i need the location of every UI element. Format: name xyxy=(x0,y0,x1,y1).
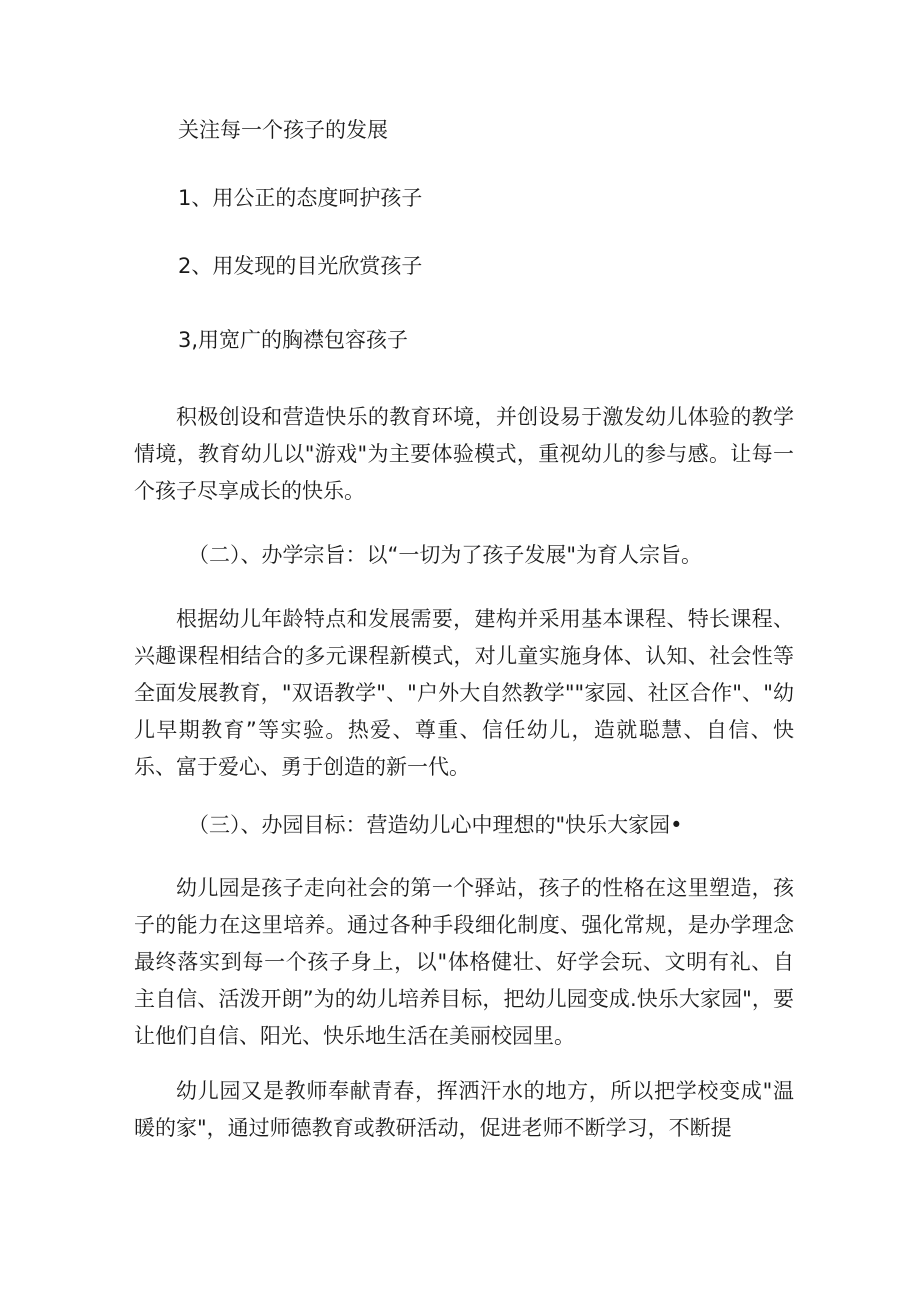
focus-item-1: 1、用公正的态度呵护孩子 xyxy=(178,186,423,210)
focus-item-3: 3,用宽广的胸襟包容孩子 xyxy=(178,328,409,352)
paragraph-teachers: 幼儿园又是教师奉献青春，挥洒汗水的地方，所以把学校变成"温暖的家"，通过师德教育或教研活动，促进老师不断学习，不断提 xyxy=(134,1079,794,1140)
section-title: 关注每一个孩子的发展 xyxy=(178,118,388,142)
paragraph-kindergarten: 幼儿园是孩子走向社会的第一个驿站，孩子的性格在这里塑造，孩子的能力在这里培养。通过各种手段细化制度、强化常规，是办学理念最终落实到每一个孩子身上，以"体格健壮、好学会玩、文明有礼、自主自信、活泼开朗”为的幼儿培养目标，把幼儿园变成.快乐大家园"，要让他们自信、阳光、快乐地生活在美丽校园里。 xyxy=(134,876,794,1048)
paragraph-curriculum: 根据幼儿年龄特点和发展需要，建构并采用基本课程、特长课程、兴趣课程相结合的多元课程新模式，对儿童实施身体、认知、社会性等全面发展教育，"双语教学"、"户外大自然教学""家园、社区合作"、"幼儿早期教育”等实验。热爱、尊重、信任幼儿，造就聪慧、自信、快乐、富于爱心、勇于创造的新一代。 xyxy=(134,607,794,779)
focus-item-2: 2、用发现的目光欣赏孩子 xyxy=(178,254,423,278)
heading-purpose: （二）、办学宗旨：以“一切为了孩子发展"为育人宗旨。 xyxy=(188,543,703,567)
paragraph-environment: 积极创设和营造快乐的教育环境，并创设易于激发幼儿体验的教学情境，教育幼儿以"游戏"为主要体验模式，重视幼儿的参与感。让每一个孩子尽享成长的快乐。 xyxy=(134,405,794,503)
heading-goal: （三）、办园目标：营造幼儿心中理想的"快乐大家园• xyxy=(188,813,683,837)
